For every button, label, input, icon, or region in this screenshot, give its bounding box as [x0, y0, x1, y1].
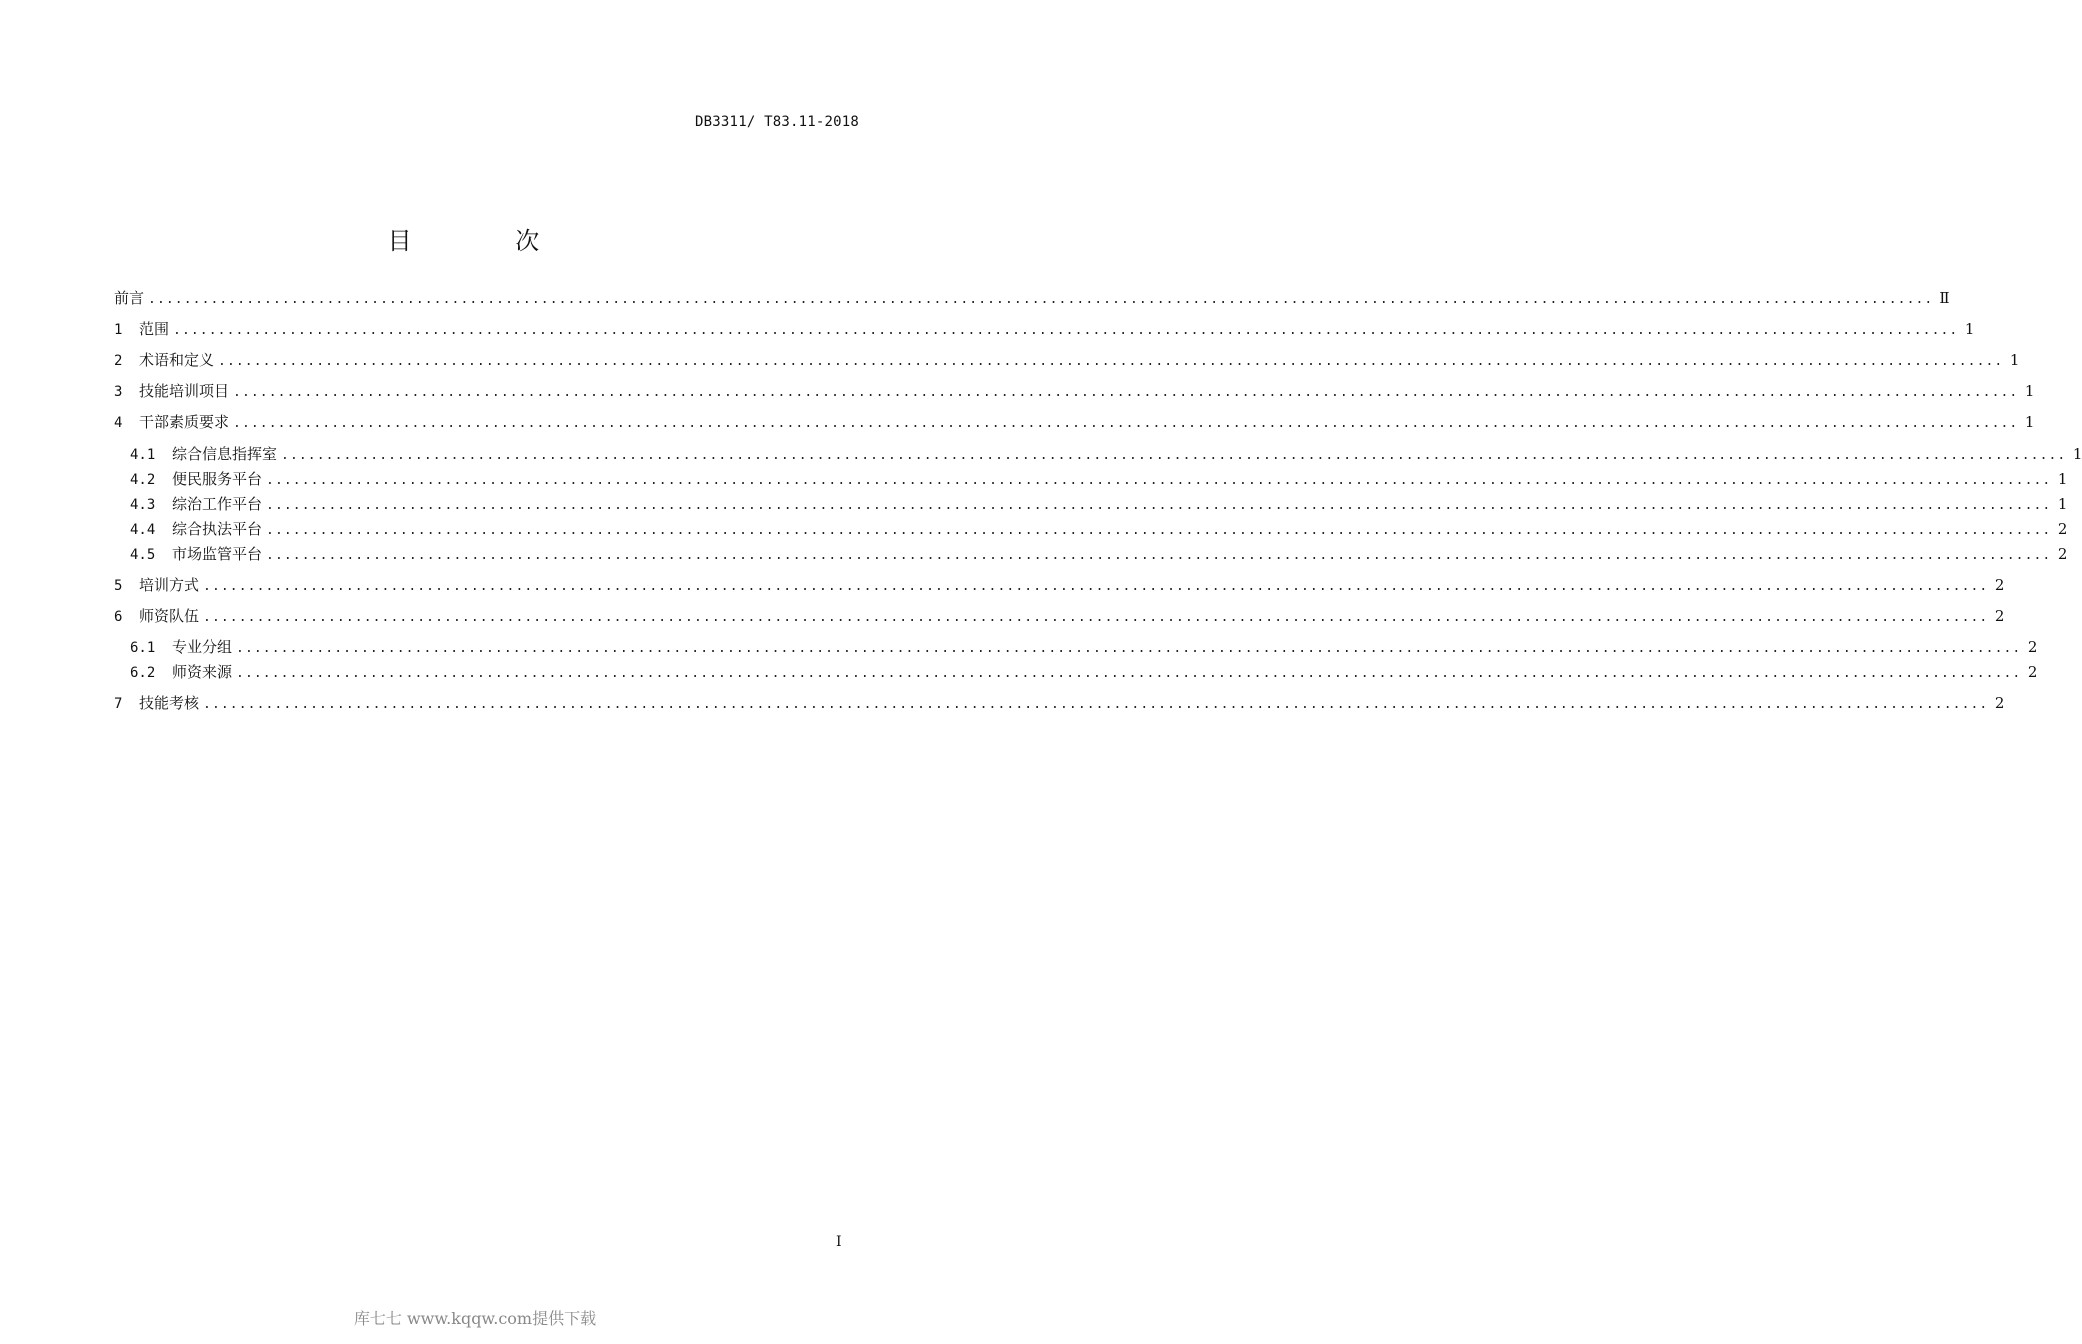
toc-entry[interactable] [114, 574, 2005, 596]
toc-entry-page: 2 [2027, 663, 2038, 681]
toc-entry-page: 2 [2057, 545, 2068, 563]
toc-entry[interactable] [114, 411, 2035, 433]
toc-entry[interactable] [130, 443, 2082, 465]
toc-entry[interactable] [114, 287, 1950, 309]
toc-entry-page: 1 [2057, 470, 2068, 488]
toc-entry-label: 便民服务平台 [172, 470, 263, 488]
toc-entry-page: 1 [2072, 445, 2082, 463]
toc-entry[interactable] [130, 543, 2068, 565]
toc-entry-label: 师资队伍 [139, 607, 200, 625]
toc-entry-page: 1 [1964, 320, 1975, 338]
toc-dot-leader: ........................................................................................................................................................................................................ [266, 498, 2052, 513]
toc-entry-label: 术语和定义 [139, 351, 215, 369]
toc-entry-number: 4 [114, 415, 123, 431]
toc-entry-page: 2 [1994, 576, 2005, 594]
toc-dot-leader: ........................................................................................................................................................................................................ [148, 292, 1934, 307]
toc-dot-leader: ........................................................................................................................................................................................................ [266, 473, 2052, 488]
toc-entry-label: 综合执法平台 [172, 520, 263, 538]
toc-entry-page: 2 [1994, 694, 2005, 712]
toc-entry-number: 3 [114, 384, 123, 400]
toc-entry[interactable] [130, 636, 2038, 658]
toc-entry[interactable] [130, 493, 2068, 515]
toc-entry-label: 综治工作平台 [172, 495, 263, 513]
toc-entry-number: 6.2 [130, 665, 156, 681]
page-title: 目 次 [387, 227, 588, 256]
toc-dot-leader: ........................................................................................................................................................................................................ [173, 323, 1959, 338]
toc-entry-page: 1 [2024, 382, 2035, 400]
toc-dot-leader: ........................................................................................................................................................................................................ [266, 523, 2052, 538]
toc-entry-label: 范围 [139, 320, 170, 338]
toc-entry[interactable] [130, 661, 2038, 683]
toc-entry[interactable] [114, 318, 1975, 340]
toc-entry-number: 5 [114, 578, 123, 594]
toc-entry-number: 6 [114, 609, 123, 625]
toc-entry-page: Ⅱ [1939, 289, 1950, 307]
toc-entry-number: 2 [114, 353, 123, 369]
toc-entry[interactable] [114, 380, 2035, 402]
toc-dot-leader: ........................................................................................................................................................................................................ [233, 416, 2019, 431]
toc-entry-number: 4.2 [130, 472, 156, 488]
toc-dot-leader: ........................................................................................................................................................................................................ [281, 448, 2067, 463]
toc-dot-leader: ........................................................................................................................................................................................................ [236, 666, 2022, 681]
toc-entry-label: 干部素质要求 [139, 413, 230, 431]
toc-entry-number: 4.5 [130, 547, 156, 563]
toc-dot-leader: ........................................................................................................................................................................................................ [266, 548, 2052, 563]
toc-entry-number: 6.1 [130, 640, 156, 656]
toc-entry[interactable] [130, 468, 2068, 490]
toc-entry-page: 1 [2024, 413, 2035, 431]
toc-entry[interactable] [114, 605, 2005, 627]
toc-entry-page: 1 [2057, 495, 2068, 513]
page-number: I [836, 1234, 842, 1250]
toc-entry-label: 培训方式 [139, 576, 200, 594]
watermark-text: 库七七 www.kqqw.com提供下载 [353, 1309, 597, 1328]
toc-entry-number: 1 [114, 322, 123, 338]
toc-entry-page: 1 [2009, 351, 2020, 369]
toc-entry-label: 技能培训项目 [139, 382, 230, 400]
toc-entry[interactable] [130, 518, 2068, 540]
toc-entry-label: 市场监管平台 [172, 545, 263, 563]
toc-entry-label: 综合信息指挥室 [172, 445, 278, 463]
toc-dot-leader: ........................................................................................................................................................................................................ [233, 385, 2019, 400]
toc-entry-number: 4.1 [130, 447, 156, 463]
toc-dot-leader: ........................................................................................................................................................................................................ [203, 579, 1989, 594]
toc-entry[interactable] [114, 692, 2005, 714]
toc-entry-number: 7 [114, 696, 123, 712]
toc-entry-page: 2 [2027, 638, 2038, 656]
document-code: DB3311/ T83.11-2018 [695, 114, 859, 130]
toc-entry-page: 2 [1994, 607, 2005, 625]
toc-entry-label: 师资来源 [172, 663, 233, 681]
toc-dot-leader: ........................................................................................................................................................................................................ [203, 697, 1989, 712]
toc-entry-label: 专业分组 [172, 638, 233, 656]
toc-dot-leader: ........................................................................................................................................................................................................ [203, 610, 1989, 625]
toc-entry-number: 4.4 [130, 522, 156, 538]
toc-entry-page: 2 [2057, 520, 2068, 538]
toc-entry[interactable] [114, 349, 2020, 371]
toc-dot-leader: ........................................................................................................................................................................................................ [236, 641, 2022, 656]
toc-entry-number: 4.3 [130, 497, 156, 513]
toc-entry-label: 前言 [114, 289, 145, 307]
toc-entry-label: 技能考核 [139, 694, 200, 712]
toc-dot-leader: ........................................................................................................................................................................................................ [218, 354, 2004, 369]
